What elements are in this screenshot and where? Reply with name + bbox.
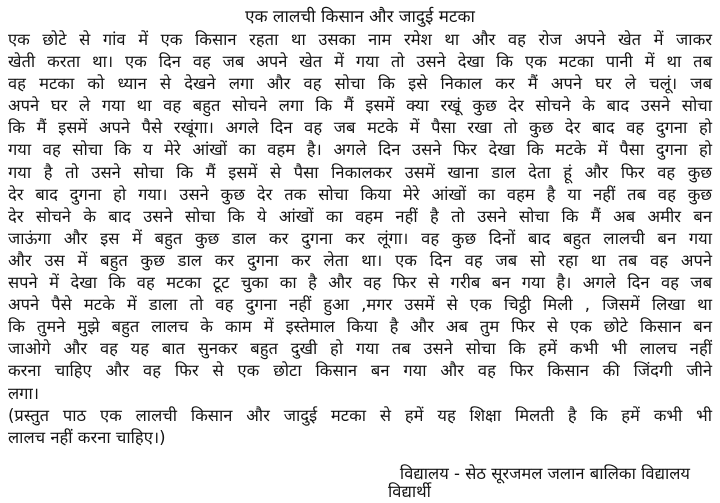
story-line: करना चाहिए और वह फिर से एक छोटा किसान बन गया और वह फिर किसान की जिंदगी जीने (8, 361, 712, 381)
story-line: देर बाद दुगना हो गया। उसने कुछ देर तक सोचा किया मेरे आंखों का वहम है या नहीं तब वह कुछ (8, 184, 712, 204)
story-line: अपने पैसे मटके में डाला तो वह दुगना नहीं हुआ ,मगर उसमें से एक चिट्ठी मिली , जिसमें लिखा था (8, 295, 712, 315)
moral-line: (प्रस्तुत पाठ एक लालची किसान और जादुई मटका से हमें यह शिक्षा मिलती है कि हमें कभी भी (8, 405, 712, 425)
story-line: देर सोचने के बाद उसने सोचा कि ये आंखों का वहम नहीं है तो उसने सोचा कि मैं अब अमीर बन (8, 206, 712, 226)
story-line: खेती करता था। एक दिन वह जब अपने खेत में गया तो उसने देखा कि एक मटका पानी में था तब (8, 52, 712, 72)
story-line: कि मैं इसमें अपने पैसे रखूंगा। अगले दिन वह जब मटके में पैसा रखा तो कुछ देर बाद वह दुगना हो (8, 118, 712, 138)
document-title: एक लालची किसान और जादुई मटका (245, 7, 475, 27)
moral-line-last: लालच नहीं करना चाहिए।) (8, 427, 166, 447)
story-line: एक छोटे से गांव में एक किसान रहता था उसका नाम रमेश था और वह रोज अपने खेत में जाकर (8, 30, 712, 49)
story-line-last: लगा। (8, 383, 40, 403)
school-name-line: विद्यालय - सेठ सूरजमल जलान बालिका विद्यालय (399, 463, 690, 483)
story-body (0, 29, 720, 449)
story-line: वह मटका को ध्यान से देखने लगा और वह सोचा कि इसे निकाल कर मैं अपने घर ले चलूं। जब (8, 74, 712, 94)
story-line: और उस में बहुत कुछ डाल कर दुगना कर लेता था। एक दिन वह जब सो रहा था तब वह अपने (8, 250, 712, 270)
story-line: कि तुमने मुझे बहुत लालच के काम में इस्तेमाल किया है और अब तुम फिर से एक छोटे किसान बन (8, 317, 712, 337)
truncated-bottom-line: विद्यार्थी (388, 482, 431, 501)
story-line: गया वह सोचा कि य मेरे आंखों का वहम है। अगले दिन उसने फिर देखा कि मटके में पैसा दुगना हो (8, 140, 712, 160)
story-line: जाऊंगा और इस में बहुत कुछ डाल कर दुगना कर लूंगा। वह कुछ दिनों बाद बहुत लालची बन गया (8, 228, 712, 248)
story-line: गया है तो उसने सोचा कि मैं इसमें से पैसा निकालकर उसमें खाना डाल देता हूं और फिर वह कुछ (8, 162, 712, 182)
story-line: सपने में देखा कि वह मटका टूट चुका का है और वह फिर से गरीब बन गया है। अगले दिन वह जब (8, 273, 712, 293)
story-line: अपने घर ले गया था वह बहुत सोचने लगा कि मैं इसमें क्या रखूं कुछ देर सोचने के बाद उसने सोचा (8, 96, 712, 116)
story-line: जाओगे और वह यह बात सुनकर बहुत दुखी हो गया तब उसने सोचा कि हमें कभी भी लालच नहीं (8, 339, 712, 359)
